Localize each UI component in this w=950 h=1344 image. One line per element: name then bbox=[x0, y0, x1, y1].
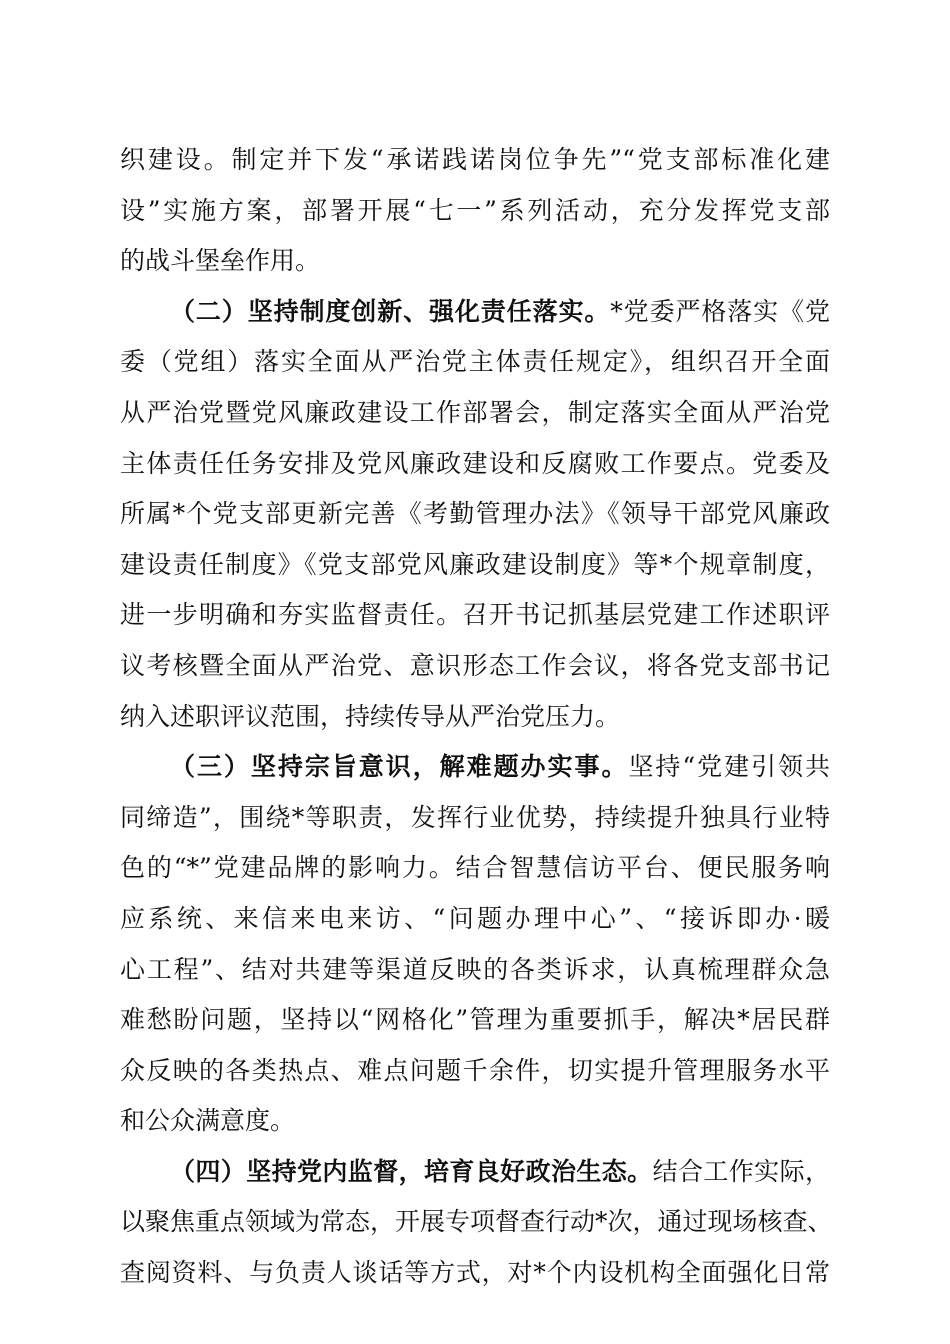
text-line: 和公众满意度。 bbox=[120, 1106, 296, 1136]
text-line: 委（党组）落实全面从严治党主体责任规定》，组织召开全面 bbox=[120, 347, 830, 377]
text-line: 建设责任制度》《党支部党风廉政建设制度》等*个规章制度， bbox=[120, 549, 830, 579]
text-line bbox=[120, 742, 830, 793]
text-line: 以聚焦重点领域为常态，开展专项督查行动*次，通过现场核查、 bbox=[120, 1207, 833, 1237]
text-line bbox=[120, 1147, 830, 1198]
text-line: 查阅资料、与负责人谈话等方式，对*个内设机构全面强化日常 bbox=[120, 1258, 830, 1288]
text-line: 同缔造”，围绕*等职责，发挥行业优势，持续提升独具行业特 bbox=[120, 802, 830, 832]
text-line: 设”实施方案，部署开展“七一”系列活动，充分发挥党支部 bbox=[120, 195, 830, 225]
text-line: 色的“*”党建品牌的影响力。结合智慧信访平台、便民服务响 bbox=[120, 853, 830, 883]
text-run: *党委严格落实《党 bbox=[610, 296, 830, 326]
text-line: 难愁盼问题，坚持以“网格化”管理为重要抓手，解决*居民群 bbox=[120, 1005, 830, 1035]
text-line: 主体责任任务安排及党风廉政建设和反腐败工作要点。党委及 bbox=[120, 448, 830, 478]
text-line: 从严治党暨党风廉政建设工作部署会，制定落实全面从严治党 bbox=[120, 397, 830, 427]
paragraph-organization-building bbox=[120, 135, 830, 287]
text-run: 坚持“党建引领共 bbox=[628, 752, 830, 782]
text-line: 心工程”、结对共建等渠道反映的各类诉求，认真梳理群众急 bbox=[120, 954, 830, 984]
text-line: 众反映的各类热点、难点问题千余件，切实提升管理服务水平 bbox=[120, 1055, 830, 1085]
text-line: 的战斗堡垒作用。 bbox=[120, 246, 321, 276]
text-line: 织建设。制定并下发“承诺践诺岗位争先”“党支部标准化建 bbox=[120, 145, 830, 174]
section-heading-4: （四）坚持党内监督，培育良好政治生态。 bbox=[170, 1156, 653, 1186]
text-run: 结合工作实际， bbox=[652, 1156, 830, 1186]
text-line: 纳入述职评议范围，持续传导从严治党压力。 bbox=[120, 701, 621, 731]
section-heading-3: （三）坚持宗旨意识，解难题办实事。 bbox=[170, 752, 629, 782]
document-body bbox=[120, 135, 833, 1299]
section-heading-2: （二）坚持制度创新、强化责任落实。 bbox=[170, 296, 611, 326]
paragraph-internal-supervision bbox=[120, 1147, 833, 1299]
text-line: 议考核暨全面从严治党、意识形态工作会议，将各党支部书记 bbox=[120, 650, 830, 680]
text-line: 所属*个党支部更新完善《考勤管理办法》《领导干部党风廉政 bbox=[120, 499, 830, 529]
text-line bbox=[120, 287, 830, 338]
paragraph-purpose-awareness bbox=[120, 742, 830, 1147]
text-line: 进一步明确和夯实监督责任。召开书记抓基层党建工作述职评 bbox=[120, 600, 830, 630]
paragraph-system-innovation bbox=[120, 287, 830, 742]
text-line: 应系统、来信来电来访、“问题办理中心”、“接诉即办·暖 bbox=[120, 903, 830, 933]
